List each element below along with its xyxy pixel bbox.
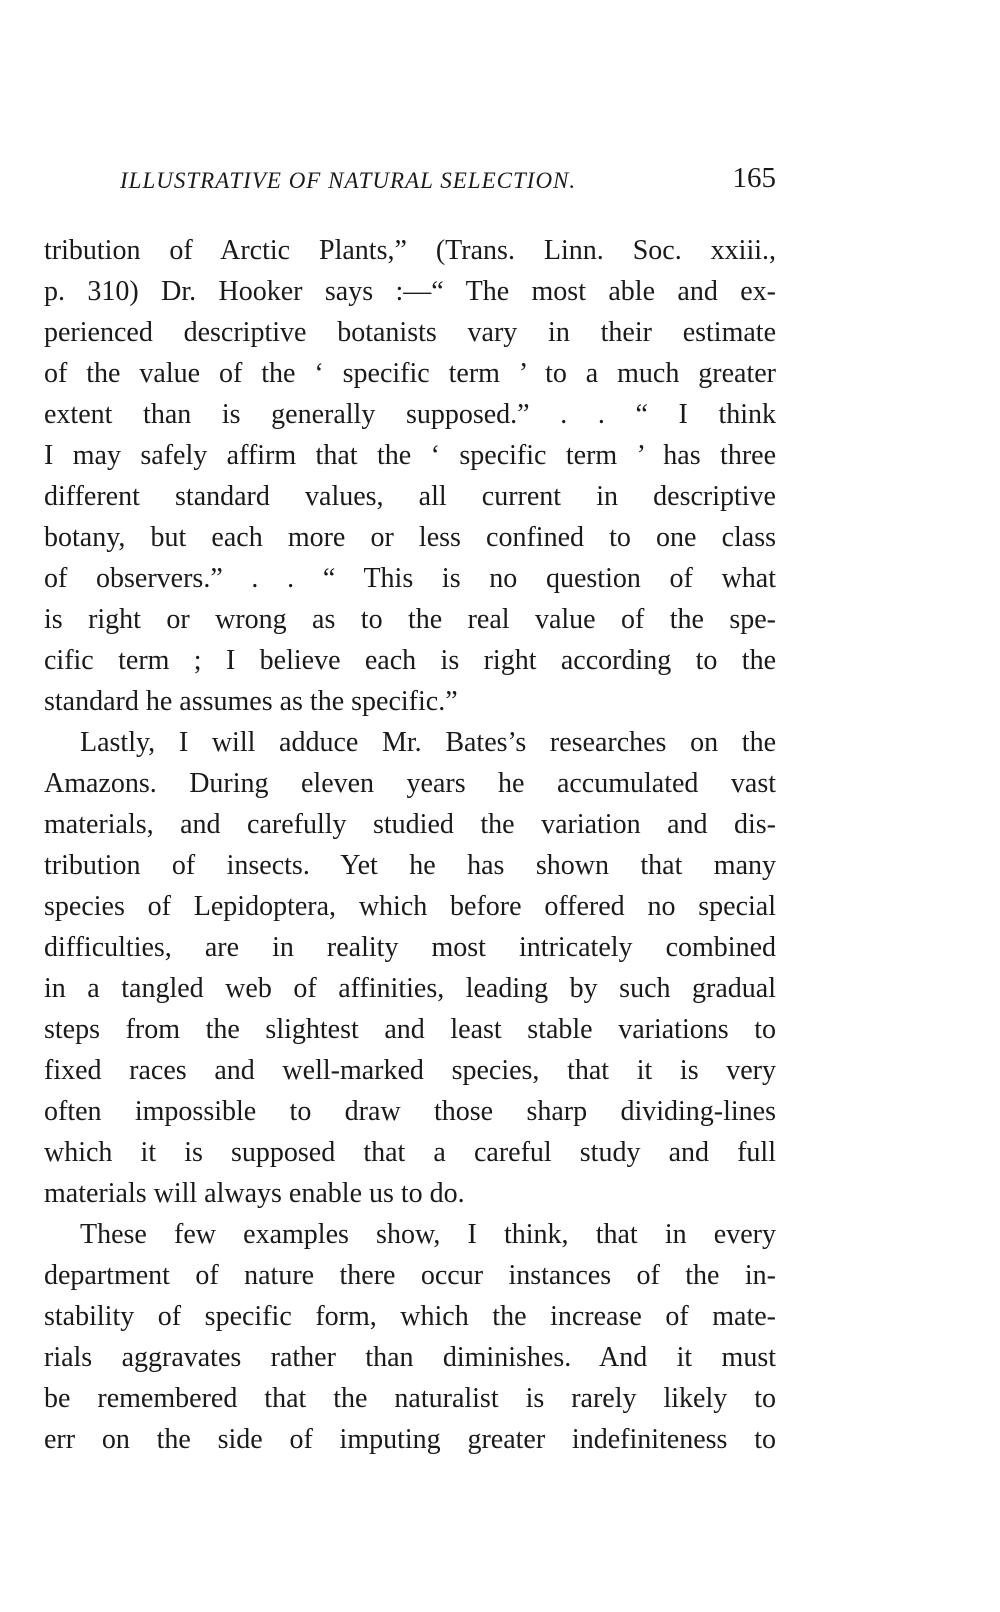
text-line: different standard values, all current in descriptive <box>44 481 776 512</box>
text-line: rials aggravates rather than diminishes. And it must <box>44 1342 776 1373</box>
text-line: materials will always enable us to do. <box>44 1178 465 1209</box>
text-line: p. 310) Dr. Hooker says :—“ The most able and ex- <box>44 276 776 307</box>
text-line: materials, and carefully studied the variation and dis- <box>44 809 776 840</box>
body-text <box>44 230 776 1460</box>
text-line: difficulties, are in reality most intricately combined <box>44 932 776 963</box>
text-line: species of Lepidoptera, which before offered no special <box>44 891 776 922</box>
text-line: cific term ; I believe each is right according to the <box>44 645 776 676</box>
text-line: perienced descriptive botanists vary in their estimate <box>44 317 776 348</box>
text-line: tribution of insects. Yet he has shown that many <box>44 850 776 881</box>
page-header <box>120 162 776 202</box>
text-line: tribution of Arctic Plants,” (Trans. Linn. Soc. xxiii., <box>44 235 776 266</box>
running-head: ILLUSTRATIVE OF NATURAL SELECTION. <box>120 168 577 193</box>
text-line: standard he assumes as the specific.” <box>44 686 458 717</box>
text-line: be remembered that the naturalist is rarely likely to <box>44 1383 776 1414</box>
text-line: of the value of the ‘ specific term ’ to a much greater <box>44 358 776 389</box>
text-line: I may safely affirm that the ‘ specific term ’ has three <box>44 440 776 471</box>
text-line: botany, but each more or less confined to one class <box>44 522 776 553</box>
text-line: is right or wrong as to the real value of the spe- <box>44 604 776 635</box>
text-line: department of nature there occur instances of the in- <box>44 1260 776 1291</box>
text-line: often impossible to draw those sharp dividing-lines <box>44 1096 776 1127</box>
text-line: Lastly, I will adduce Mr. Bates’s researches on the <box>80 727 776 758</box>
text-line: of observers.” . . “ This is no question of what <box>44 563 776 594</box>
text-line: fixed races and well-marked species, that it is very <box>44 1055 776 1086</box>
paragraph-1 <box>44 230 776 722</box>
text-line: err on the side of imputing greater indefiniteness to <box>44 1424 776 1455</box>
page-number: 165 <box>732 162 776 194</box>
text-line: in a tangled web of affinities, leading by such gradual <box>44 973 776 1004</box>
text-line: which it is supposed that a careful study and full <box>44 1137 776 1168</box>
text-line: Amazons. During eleven years he accumulated vast <box>44 768 776 799</box>
text-line: stability of specific form, which the increase of mate- <box>44 1301 776 1332</box>
paragraph-2 <box>44 722 776 1214</box>
text-line: These few examples show, I think, that in every <box>80 1219 776 1250</box>
text-line: steps from the slightest and least stable variations to <box>44 1014 776 1045</box>
paragraph-3 <box>44 1214 776 1460</box>
text-line: extent than is generally supposed.” . . “ I think <box>44 399 776 430</box>
